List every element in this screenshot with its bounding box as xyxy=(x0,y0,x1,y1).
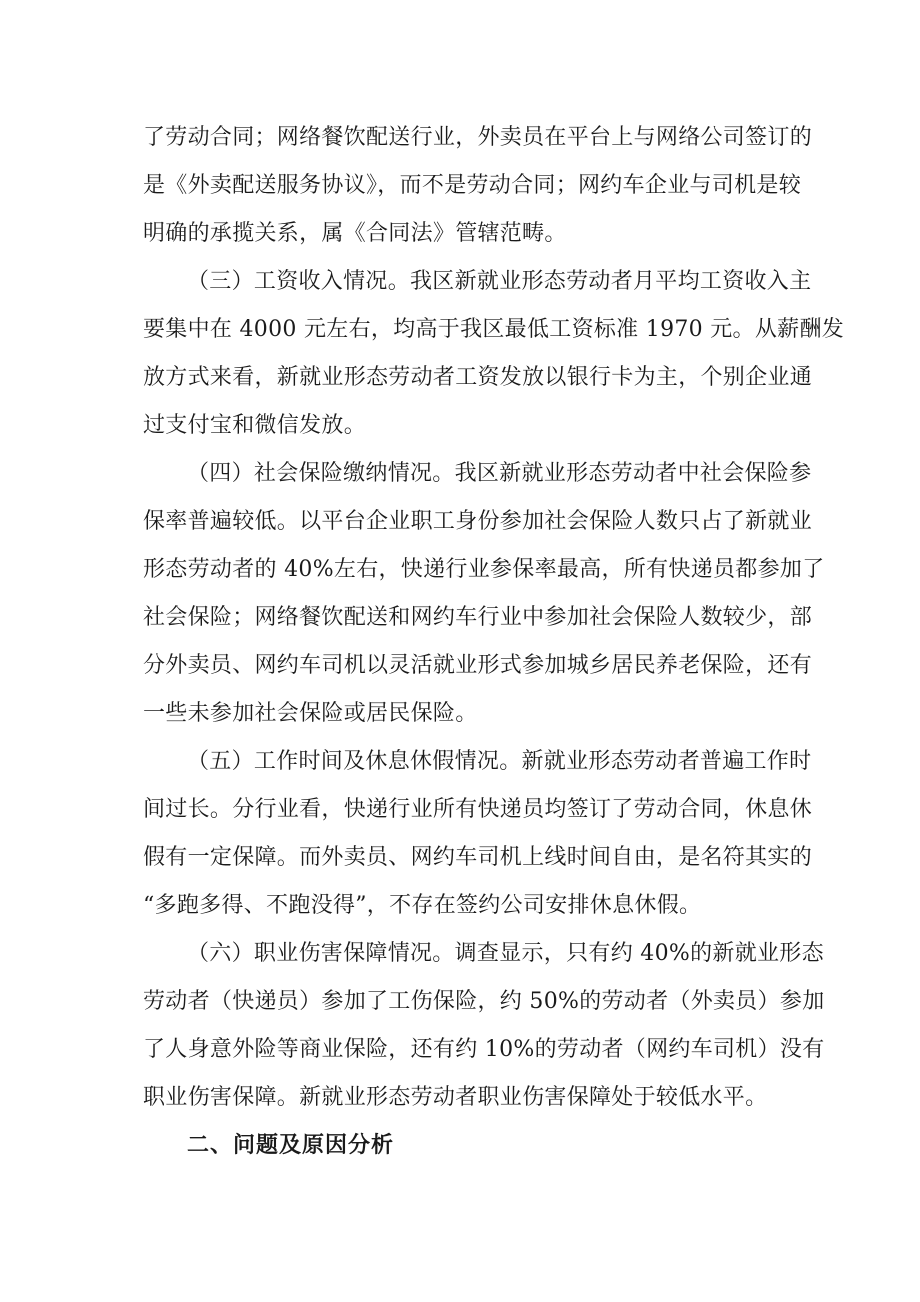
text-line: 放方式来看，新就业形态劳动者工资发放以银行卡为主，个别企业通 xyxy=(143,365,813,390)
text-line: 要集中在 4000 元左右，均高于我区最低工资标准 1970 元。从薪酬发 xyxy=(143,317,845,342)
text-line: 社会保险；网络餐饮配送和网约车行业中参加社会保险人数较少，部 xyxy=(143,605,813,630)
paragraph-start-line: （四）社会保险缴纳情况。我区新就业形态劳动者中社会保险参 xyxy=(187,461,812,486)
text-line: 职业伤害保障。新就业形态劳动者职业伤害保障处于较低水平。 xyxy=(143,1085,768,1110)
paragraph-start-line: （五）工作时间及休息休假情况。新就业形态劳动者普遍工作时 xyxy=(187,749,812,774)
text-line: “多跑多得、不跑没得”，不存在签约公司安排休息休假。 xyxy=(143,893,702,918)
text-line: 形态劳动者的 40%左右，快递行业参保率最高，所有快递员都参加了 xyxy=(143,557,825,582)
text-line: 了人身意外险等商业保险，还有约 10%的劳动者（网约车司机）没有 xyxy=(143,1037,825,1062)
text-line: 保率普遍较低。以平台企业职工身份参加社会保险人数只占了新就业 xyxy=(143,509,813,534)
text-line: 明确的承揽关系，属《合同法》管辖范畴。 xyxy=(143,221,567,246)
text-line: 是《外卖配送服务协议》，而不是劳动合同；网约车企业与司机是较 xyxy=(143,173,802,198)
text-line: 了劳动合同；网络餐饮配送行业，外卖员在平台上与网络公司签订的 xyxy=(143,125,813,150)
paragraph-start-line: （三）工资收入情况。我区新就业形态劳动者月平均工资收入主 xyxy=(187,269,812,294)
text-line: 劳动者（快递员）参加了工伤保险，约 50%的劳动者（外卖员）参加 xyxy=(143,989,825,1014)
text-line: 一些未参加社会保险或居民保险。 xyxy=(143,701,478,726)
text-line: 间过长。分行业看，快递行业所有快递员均签订了劳动合同，休息休 xyxy=(143,797,813,822)
text-line: 分外卖员、网约车司机以灵活就业形式参加城乡居民养老保险，还有 xyxy=(143,653,813,678)
text-line: 过支付宝和微信发放。 xyxy=(143,413,367,438)
text-line: 假有一定保障。而外卖员、网约车司机上线时间自由，是名符其实的 xyxy=(143,845,813,870)
section-heading: 二、问题及原因分析 xyxy=(187,1133,395,1158)
paragraph-start-line: （六）职业伤害保障情况。调查显示，只有约 40%的新就业形态 xyxy=(187,941,824,966)
